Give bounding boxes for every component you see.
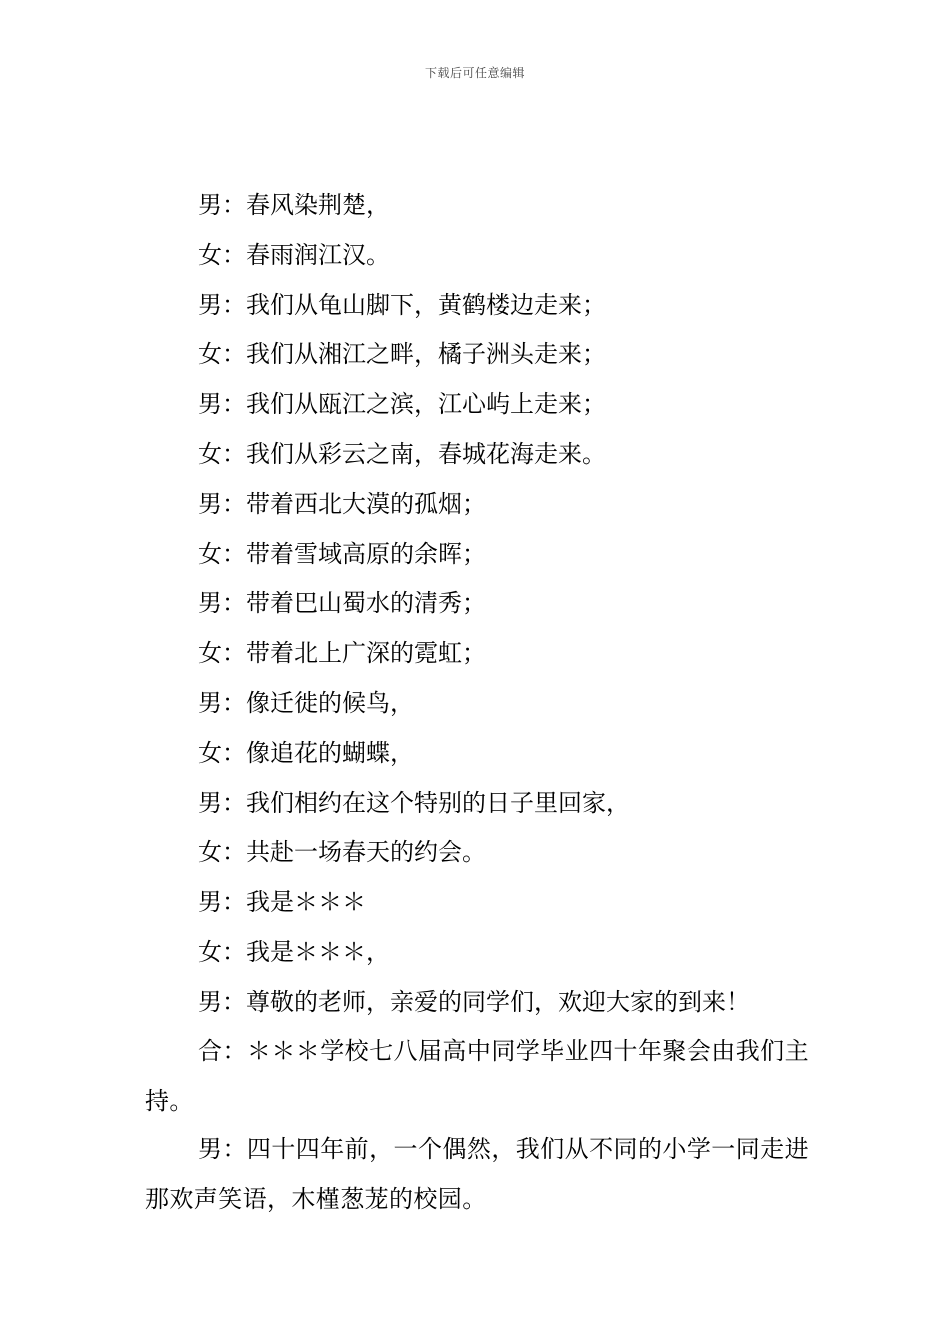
dialog-line <box>145 978 815 1028</box>
colon: ： <box>222 290 246 319</box>
dialog-line <box>145 430 815 480</box>
colon: ： <box>222 639 246 668</box>
speaker-label: 女 <box>198 738 222 767</box>
line-text: 我们从彩云之南，春城花海走来。 <box>246 439 606 468</box>
dialog-line <box>145 579 815 629</box>
speaker-label: 女 <box>198 439 222 468</box>
line-text: 带着西北大漠的孤烟； <box>246 489 486 518</box>
speaker-label: 女 <box>198 937 222 966</box>
dialog-line <box>145 629 815 679</box>
line-text: 共赴一场春天的约会。 <box>246 838 486 867</box>
speaker-label: 女 <box>198 639 222 668</box>
paragraph-text: ＊＊＊学校七八届高中同学毕业四十年聚会由我们主持。 <box>145 1037 810 1115</box>
colon: ： <box>222 191 246 219</box>
dialog-line <box>145 380 815 430</box>
colon: ： <box>222 489 246 518</box>
speaker-label: 男 <box>198 290 222 319</box>
line-text: 像追花的蝴蝶， <box>246 738 414 767</box>
speaker-label: 男 <box>198 688 222 717</box>
paragraph-male <box>145 1125 809 1225</box>
line-text: 我们从龟山脚下，黄鹤楼边走来； <box>246 290 606 319</box>
speaker-label: 女 <box>198 240 222 269</box>
colon: ： <box>222 987 246 1016</box>
colon: ： <box>222 390 246 419</box>
line-text: 我是＊＊＊ <box>246 888 366 917</box>
speaker-label: 男 <box>198 390 222 419</box>
line-text: 带着北上广深的霓虹； <box>246 639 486 668</box>
colon: ： <box>222 1135 247 1163</box>
dialog-line <box>145 281 815 331</box>
colon: ： <box>222 240 246 269</box>
colon: ： <box>222 539 246 568</box>
speaker-label: 男 <box>198 191 222 219</box>
line-text: 我们从瓯江之滨，江心屿上走来； <box>246 390 606 419</box>
dialog-line <box>145 878 815 928</box>
speaker-label: 男 <box>198 888 222 917</box>
colon: ： <box>222 888 246 917</box>
colon: ： <box>222 589 246 618</box>
dialog-line <box>145 679 815 729</box>
dialog-line <box>145 729 815 779</box>
line-text: 带着巴山蜀水的清秀； <box>246 589 486 618</box>
colon: ： <box>222 738 246 767</box>
dialog-line <box>145 530 815 580</box>
line-text: 我们相约在这个特别的日子里回家， <box>246 788 630 817</box>
dialog-line <box>145 231 815 281</box>
paragraph-joint <box>145 1027 809 1127</box>
speaker-label: 女 <box>198 838 222 867</box>
colon: ： <box>222 340 246 369</box>
speaker-label: 女 <box>198 340 222 369</box>
paragraph-text: 四十四年前，一个偶然，我们从不同的小学一同走进那欢声笑语，木槿葱茏的校园。 <box>145 1135 810 1213</box>
speaker-label: 男 <box>198 489 222 518</box>
colon: ： <box>222 937 246 966</box>
dialog-line <box>145 828 815 878</box>
colon: ： <box>222 838 246 867</box>
line-text: 春风染荆楚， <box>246 191 390 219</box>
speaker-label: 男 <box>198 788 222 817</box>
line-text: 尊敬的老师，亲爱的同学们，欢迎大家的到来！ <box>246 987 750 1016</box>
line-text: 我们从湘江之畔，橘子洲头走来； <box>246 340 606 369</box>
speaker-label: 男 <box>198 589 222 618</box>
colon: ： <box>222 1037 247 1065</box>
dialog-line <box>145 928 815 978</box>
colon: ： <box>222 439 246 468</box>
line-text: 像迁徙的候鸟， <box>246 688 414 717</box>
speaker-label: 女 <box>198 539 222 568</box>
dialog-line <box>145 779 815 829</box>
speaker-label: 男 <box>198 1135 223 1163</box>
dialog-line <box>145 181 815 231</box>
dialog-line <box>145 330 815 380</box>
dialog-line <box>145 480 815 530</box>
colon: ： <box>222 688 246 717</box>
colon: ： <box>222 788 246 817</box>
speaker-label: 合 <box>198 1037 223 1065</box>
dialog-list <box>145 181 815 1028</box>
speaker-label: 男 <box>198 987 222 1016</box>
line-text: 春雨润江汉。 <box>246 240 390 269</box>
page-header: 下载后可任意编辑 <box>424 66 525 80</box>
line-text: 带着雪域高原的余晖； <box>246 539 486 568</box>
line-text: 我是＊＊＊， <box>246 937 390 966</box>
